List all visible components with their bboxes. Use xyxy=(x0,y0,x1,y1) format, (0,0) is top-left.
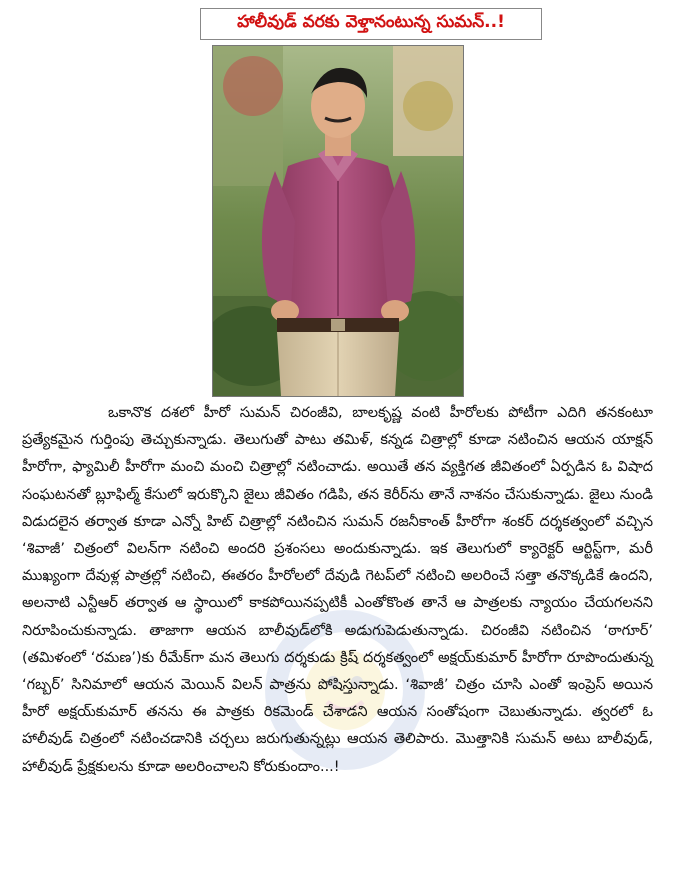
man-in-pink-shirt-illustration xyxy=(213,46,463,396)
article-headline: హాలీవుడ్ వరకు వెళ్తానంటున్న సుమన్..! xyxy=(200,8,542,40)
article-paragraph: ఒకానొక దశలో హీరో సుమన్ చిరంజీవి, బాలకృష్ణ వంటి హీరోలకు పోటీగా ఎదిగి తనకంటూ ప్రత్యేకమైన గుర్తింపు తెచ్చుకున్నాడు. తెలుగుతో పాటు తమిళ్, కన్నడ చిత్రాల్లో కూడా నటించిన ఆయన యాక్షన్ హీరోగా, ఫ్యామిలీ హీరోగా మంచి మంచి చిత్రాల్లో నటించాడు. అయితే తన వ్యక్తిగత జీవితంలో ఏర్పడిన ఓ విషాద సంఘటనతో బ్లూఫిల్మ్ కేసులో ఇరుక్కొని జైలు జీవితం గడిపి, తన కెరీర్‌ను తానే నాశనం చేసుకున్నాడు. జైలు నుండి విడుదలైన తర్వాత కూడా ఎన్నో హిట్ చిత్రాల్లో నటించిన సుమన్ రజనీకాంత్ హీరోగా శంకర్ దర్శకత్వంలో వచ్చిన ‘శివాజీ’ చిత్రంలో విలన్‌గా నటించి అందరి ప్రశంసలు అందుకున్నాడు. ఇక తెలుగులో క్యారెక్టర్ ఆర్టిస్ట్‌గా, మరీ ముఖ్యంగా దేవుళ్ల పాత్రల్లో నటించి, ఈతరం హీరోలలో దేవుడి గెటప్‌లో నటించి అలరించే సత్తా తనొక్కడికే ఉందని, అలనాటి ఎన్టీఆర్ తర్వాత ఆ స్థాయిలో కాకపోయినప్పటికీ ఎంతోకొంత తానే ఆ పాత్రలకు న్యాయం చేయగలనని నిరూపించుకున్నాడు. తాజాగా ఆయన బాలీవుడ్‌లోకి అడుగుపెడుతున్నాడు. చిరంజీవి నటించిన ‘ఠాగూర్’ (తమిళంలో ‘రమణ’)కు రీమేక్‌గా మన తెలుగు దర్శకుడు క్రిష్ దర్శకత్వంలో అక్షయ్‌కుమార్ హీరోగా రూపొందుతున్న ‘గబ్బర్’ సినిమాలో ఆయన మెయిన్ విలన్ పాత్రను పోషిస్తున్నాడు. ‘శివాజీ’ చిత్రం చూసి ఎంతో ఇంప్రెస్ అయిన హీరో అక్షయ్‌కుమార్ తనను ఈ పాత్రకు రికమెండ్ చేశాడని ఆయన సంతోషంగా చెబుతున్నాడు. త్వరలో ఓ హాలీవుడ్ చిత్రంలో నటించడానికి చర్చలు జరుగుతున్నట్లు ఆయన తెలిపారు. మొత్తానికి సుమన్ అటు బాలీవుడ్, హాలీవుడ్ ప్రేక్షకులను కూడా అలరించాలని కోరుకుందాం...! xyxy=(22,405,653,775)
article-body xyxy=(22,400,653,781)
article-photo xyxy=(212,45,464,397)
